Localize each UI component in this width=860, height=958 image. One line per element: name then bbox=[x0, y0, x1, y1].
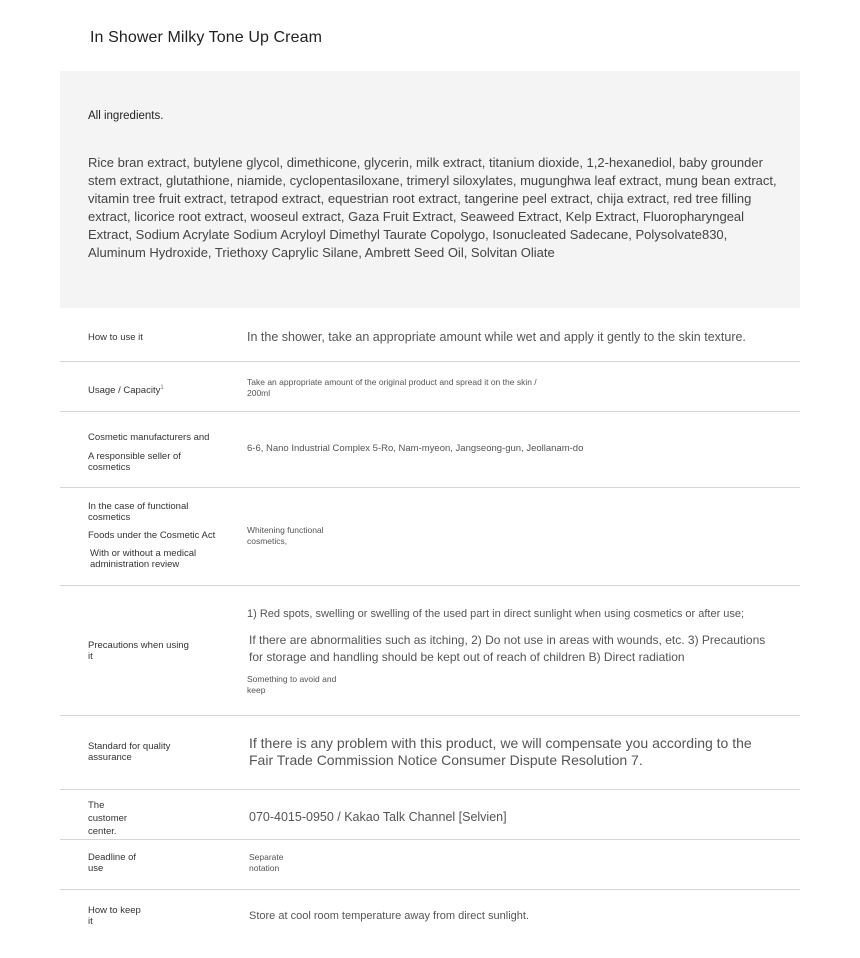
row-label: How to use it bbox=[88, 332, 143, 343]
row-label: Precautions when using it bbox=[88, 640, 189, 662]
precaution-line: If there are abnormalities such as itching, 2) Do not use in areas with wounds, etc. 3) Precautions for storage and handling should be kept out of reach of children B) Direct radiation bbox=[249, 633, 766, 664]
info-row-storage bbox=[60, 890, 800, 938]
row-label-line: Cosmetic manufacturers and bbox=[88, 432, 210, 443]
ingredients-list: Rice bran extract, butylene glycol, dimethicone, glycerin, milk extract, titanium dioxide, 1,2-hexanediol, baby grounder stem extract, glutathione, niamide, cyclopentasiloxane, trimeryl siloxylates, mugunghwa leaf extract, mung bean extract, vitamin tree fruit extract, tetrapod extract, equestrian root extract, tangerine peel extract, chija extract, red tree filling extract, licorice root extract, wooseul extract, Gaza Fruit Extract, Seaweed Extract, Kelp Extract, Fluoropharyngeal Extract, Sodium Acrylate Sodium Acryloyl Dimethyl Taurate Copolygo, Isonucleated Sadecane, Polysolvate830, Aluminum Hydroxide, Triethoxy Caprylic Silane, Ambrett Seed Oil, Solvitan Oliate bbox=[88, 155, 777, 260]
info-row-how-to-use bbox=[60, 313, 800, 362]
row-label-line: Foods under the Cosmetic Act bbox=[88, 530, 216, 541]
row-label: The customer center. bbox=[88, 800, 128, 837]
row-label: How to keep it bbox=[88, 905, 141, 927]
row-label-line: A responsible seller of cosmetics bbox=[88, 451, 181, 473]
row-value: 6-6, Nano Industrial Complex 5-Ro, Nam-myeon, Jangseong-gun, Jeollanam-do bbox=[247, 443, 584, 454]
ingredients-section bbox=[60, 71, 800, 308]
info-row-customer-center bbox=[60, 790, 800, 840]
product-title: In Shower Milky Tone Up Cream bbox=[90, 29, 323, 46]
row-label-text: Usage / Capacity bbox=[88, 385, 161, 397]
info-row-functional bbox=[60, 488, 800, 586]
row-label-line: With or without a medical administration review bbox=[90, 548, 197, 570]
row-label: Deadline of use bbox=[88, 852, 137, 874]
info-row-usage bbox=[60, 362, 800, 412]
row-value: Store at cool room temperature away from direct sunlight. bbox=[249, 910, 530, 922]
info-row-deadline bbox=[60, 840, 800, 890]
precaution-line: 1) Red spots, swelling or swelling of the used part in direct sunlight when using cosmetics or after use; bbox=[247, 608, 745, 620]
info-row-precautions bbox=[60, 586, 800, 716]
info-row-manufacturer bbox=[60, 412, 800, 488]
row-value: In the shower, take an appropriate amount while wet and apply it gently to the skin texture. bbox=[247, 330, 746, 344]
row-value: Separate notation bbox=[249, 852, 284, 873]
row-label bbox=[88, 432, 223, 473]
row-label: Standard for quality assurance bbox=[88, 741, 171, 763]
precaution-line: Something to avoid and keep bbox=[247, 674, 337, 695]
row-value bbox=[247, 607, 777, 696]
footnote-mark: 1 bbox=[160, 385, 164, 391]
row-label bbox=[88, 383, 218, 396]
row-value: 070-4015-0950 / Kakao Talk Channel [Selvien] bbox=[249, 810, 507, 824]
row-value: Whitening functional cosmetics, bbox=[247, 525, 324, 546]
row-value: If there is any problem with this product, we will compensate you according to the Fair Trade Commission Notice Consumer Dispute Resolution 7. bbox=[249, 735, 752, 768]
info-row-quality bbox=[60, 716, 800, 790]
ingredients-heading: All ingredients. bbox=[88, 110, 164, 122]
row-label-line: In the case of functional cosmetics bbox=[88, 501, 189, 523]
row-label bbox=[88, 501, 223, 570]
row-value: Take an appropriate amount of the original product and spread it on the skin / 200ml bbox=[247, 377, 537, 398]
